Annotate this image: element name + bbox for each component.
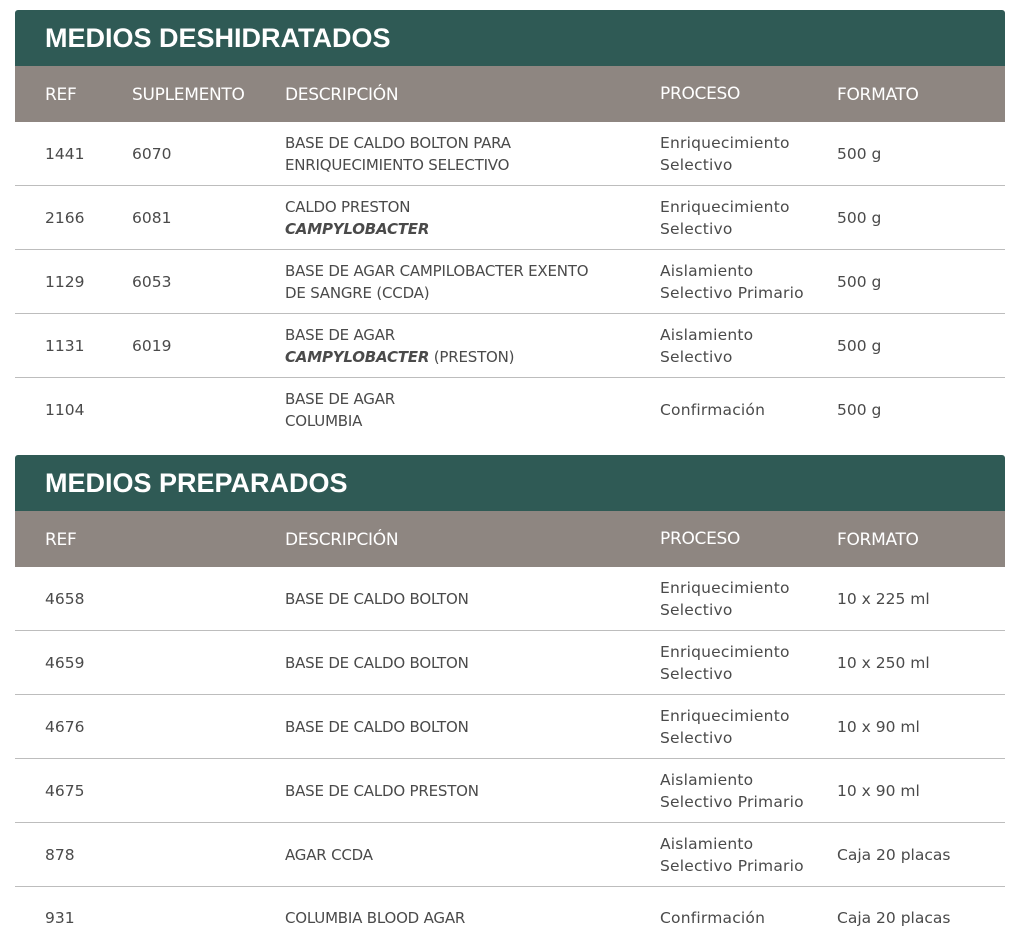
formato-cell (837, 250, 881, 313)
descripcion-line-2: (PRESTON) (429, 347, 515, 366)
descripcion-value: BASE DE CALDO BOLTON (285, 589, 469, 608)
ref-value: 4675 (45, 781, 85, 800)
proceso-line-2: Selectivo Primario (660, 792, 804, 811)
descripcion-cell (285, 823, 645, 886)
descripcion-line-1: BASE DE CALDO BOLTON PARA (285, 133, 511, 152)
descripcion-line-2: COLUMBIA (285, 412, 363, 430)
suplemento-value: 6081 (132, 208, 172, 227)
descripcion-line-2: DE SANGRE (CCDA) (285, 283, 430, 302)
formato-value: 500 g (837, 272, 882, 291)
ref-cell (45, 823, 75, 886)
proceso-cell (660, 378, 830, 442)
ref-value: 931 (45, 909, 75, 927)
proceso-line-1: Enriquecimiento (660, 706, 790, 725)
header-formato: FORMATO (837, 530, 919, 550)
descripcion-genus: CAMPYLOBACTER (285, 347, 430, 366)
table-row (15, 567, 1005, 631)
table-row (15, 314, 1005, 378)
proceso-text (660, 577, 790, 621)
descripcion-cell (285, 378, 645, 442)
proceso-line-1: Aislamiento (660, 325, 754, 344)
ref-cell (45, 631, 84, 694)
formato-cell (837, 631, 930, 694)
formato-value: Caja 20 placas (837, 845, 951, 864)
formato-value: 10 x 90 ml (837, 717, 920, 736)
descripcion-line-1: BASE DE AGAR CAMPILOBACTER EXENTO (285, 261, 589, 280)
descripcion-value: COLUMBIA BLOOD AGAR (285, 909, 466, 927)
descripcion-line-2: ENRIQUECIMIENTO SELECTIVO (285, 155, 510, 174)
header-descripcion: DESCRIPCIÓN (285, 85, 399, 105)
proceso-line-1: Aislamiento (660, 261, 754, 280)
proceso-cell (660, 695, 830, 758)
descripcion-cell (285, 122, 645, 185)
proceso-line-1: Confirmación (660, 909, 766, 927)
descripcion-cell (285, 695, 645, 758)
proceso-cell (660, 759, 830, 822)
descripcion-value: BASE DE CALDO BOLTON (285, 717, 469, 736)
proceso-line-1: Enriquecimiento (660, 197, 790, 216)
table-header (15, 511, 1005, 567)
formato-value: Caja 20 placas (837, 909, 951, 927)
descripcion-cell (285, 250, 645, 313)
proceso-text (660, 324, 753, 368)
formato-cell (837, 823, 950, 886)
formato-cell (837, 759, 920, 822)
suplemento-value: 6070 (132, 144, 172, 163)
proceso-cell (660, 631, 830, 694)
descripcion-line-1: BASE DE AGAR (285, 390, 396, 408)
proceso-text (660, 769, 804, 813)
formato-cell (837, 567, 930, 630)
formato-value: 10 x 90 ml (837, 781, 920, 800)
proceso-cell (660, 186, 830, 249)
ref-cell (45, 695, 84, 758)
descripcion-genus: CAMPYLOBACTER (285, 219, 430, 238)
ref-cell (45, 378, 84, 442)
proceso-line-2: Selectivo (660, 664, 733, 683)
descripcion-value: BASE DE CALDO PRESTON (285, 781, 479, 800)
formato-cell (837, 887, 950, 949)
proceso-text (660, 132, 790, 176)
formato-value: 500 g (837, 144, 882, 163)
ref-cell (45, 887, 75, 949)
prepared-media-table (15, 455, 1005, 949)
descripcion-cell (285, 314, 645, 377)
ref-cell (45, 250, 84, 313)
ref-value: 4658 (45, 589, 85, 608)
descripcion-value: AGAR CCDA (285, 845, 373, 864)
suplemento-cell (132, 186, 171, 249)
table-row (15, 250, 1005, 314)
proceso-line-2: Selectivo (660, 728, 733, 747)
descripcion-text (285, 132, 511, 176)
formato-cell (837, 695, 920, 758)
proceso-line-2: Selectivo Primario (660, 283, 804, 302)
proceso-cell (660, 887, 830, 949)
header-proceso: PROCESO (660, 84, 741, 104)
proceso-line-2: Selectivo (660, 600, 733, 619)
ref-value: 1441 (45, 144, 85, 163)
proceso-text (660, 705, 790, 749)
descripcion-value: BASE DE CALDO BOLTON (285, 653, 469, 672)
descripcion-line-1: BASE DE AGAR (285, 325, 396, 344)
ref-value: 4676 (45, 717, 85, 736)
suplemento-cell (132, 122, 171, 185)
formato-value: 10 x 225 ml (837, 589, 930, 608)
descripcion-cell (285, 186, 645, 249)
proceso-line-1: Aislamiento (660, 770, 754, 789)
suplemento-cell (132, 314, 171, 377)
table-row (15, 695, 1005, 759)
formato-value: 500 g (837, 401, 882, 419)
table-row (15, 759, 1005, 823)
formato-cell (837, 314, 881, 377)
descripcion-cell (285, 631, 645, 694)
ref-value: 1129 (45, 272, 85, 291)
suplemento-value: 6019 (132, 336, 172, 355)
proceso-text (660, 196, 790, 240)
formato-value: 500 g (837, 208, 882, 227)
ref-cell (45, 122, 84, 185)
dehydrated-media-table (15, 10, 1005, 442)
ref-cell (45, 186, 84, 249)
table-row (15, 122, 1005, 186)
descripcion-text (285, 324, 514, 368)
section-title: MEDIOS PREPARADOS (15, 455, 1005, 511)
formato-cell (837, 122, 881, 185)
suplemento-cell (132, 250, 171, 313)
ref-value: 2166 (45, 208, 85, 227)
header-descripcion: DESCRIPCIÓN (285, 530, 399, 550)
table-row (15, 378, 1005, 442)
descripcion-text (285, 388, 395, 432)
suplemento-value: 6053 (132, 272, 172, 291)
proceso-text (660, 260, 804, 304)
table-row (15, 887, 1005, 949)
ref-cell (45, 567, 84, 630)
ref-cell (45, 759, 84, 822)
descripcion-cell (285, 887, 645, 949)
header-suplemento: SUPLEMENTO (132, 85, 245, 105)
header-formato: FORMATO (837, 85, 919, 105)
proceso-cell (660, 567, 830, 630)
proceso-line-1: Confirmación (660, 401, 766, 419)
proceso-cell (660, 122, 830, 185)
table-row (15, 631, 1005, 695)
formato-value: 500 g (837, 336, 882, 355)
ref-value: 1131 (45, 336, 85, 355)
descripcion-cell (285, 567, 645, 630)
table-row (15, 186, 1005, 250)
table-row (15, 823, 1005, 887)
proceso-line-2: Selectivo (660, 219, 733, 238)
proceso-text (660, 907, 765, 929)
formato-value: 10 x 250 ml (837, 653, 930, 672)
proceso-text (660, 641, 790, 685)
proceso-cell (660, 250, 830, 313)
descripcion-line-1: CALDO PRESTON (285, 197, 411, 216)
proceso-line-2: Selectivo (660, 347, 733, 366)
proceso-cell (660, 314, 830, 377)
ref-value: 878 (45, 845, 75, 864)
header-ref: REF (45, 530, 77, 550)
proceso-text (660, 399, 765, 421)
descripcion-text (285, 260, 588, 304)
proceso-line-2: Selectivo Primario (660, 856, 804, 875)
proceso-line-2: Selectivo (660, 155, 733, 174)
header-ref: REF (45, 85, 77, 105)
proceso-line-1: Aislamiento (660, 834, 754, 853)
header-proceso: PROCESO (660, 529, 741, 549)
proceso-text (660, 833, 804, 877)
formato-cell (837, 186, 881, 249)
proceso-cell (660, 823, 830, 886)
proceso-line-1: Enriquecimiento (660, 642, 790, 661)
proceso-line-1: Enriquecimiento (660, 578, 790, 597)
section-title: MEDIOS DESHIDRATADOS (15, 10, 1005, 66)
descripcion-cell (285, 759, 645, 822)
proceso-line-1: Enriquecimiento (660, 133, 790, 152)
ref-value: 4659 (45, 653, 85, 672)
formato-cell (837, 378, 881, 442)
descripcion-text (285, 196, 429, 240)
table-header (15, 66, 1005, 122)
ref-cell (45, 314, 84, 377)
ref-value: 1104 (45, 401, 85, 419)
